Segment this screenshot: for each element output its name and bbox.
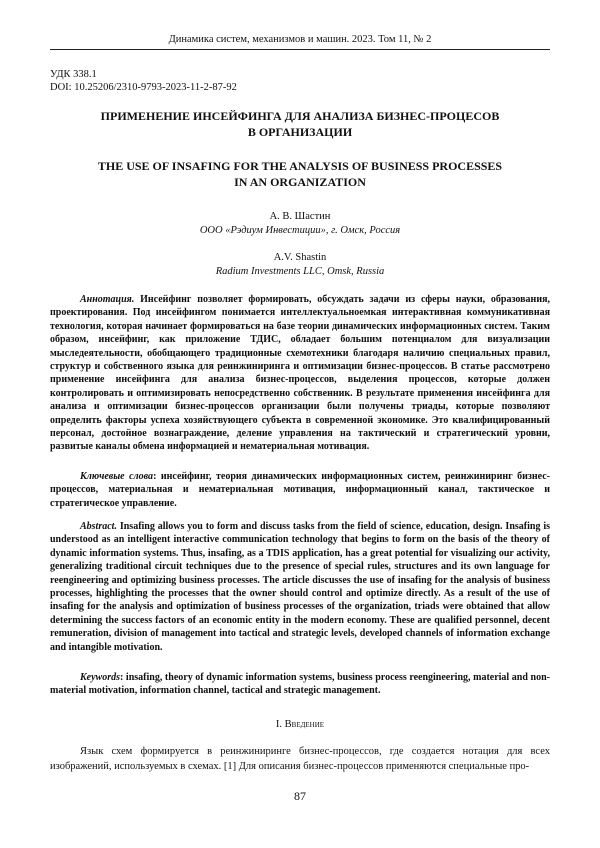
keywords-en-label: Keywords (80, 672, 120, 683)
keywords-russian (50, 470, 550, 510)
abstract-english (50, 520, 550, 654)
author-en-affiliation: Radium Investments LLC, Omsk, Russia (215, 266, 385, 277)
keywords-ru-label: Ключевые слова (80, 471, 154, 482)
page-number: 87 (294, 789, 306, 803)
section-title: Введение (284, 719, 325, 730)
author-en-name: A.V. Shastin (273, 252, 327, 263)
author-english (50, 251, 550, 279)
udk-code: УДК 338.1 (50, 69, 97, 80)
abstract-en-label: Abstract. (80, 521, 117, 532)
doi: DOI: 10.25206/2310-9793-2023-11-2-87-92 (50, 82, 237, 93)
journal-header: Динамика систем, механизмов и машин. 2023. Том 11, № 2 (50, 34, 550, 50)
keywords-en-text: : insafing, theory of dynamic information systems, business process reengineering, material and non-material motivation, information channel, tactical and strategic management. (50, 672, 550, 697)
section-heading (50, 719, 550, 730)
title-english (50, 158, 550, 190)
body-paragraph: Язык схем формируется в реинжиниринге бизнес-процессов, где создается нотация для всех изображений, используемых в схемах. [1] Для описания бизнес-процессов применяются специальные про- (50, 746, 550, 772)
author-russian (50, 210, 550, 238)
section-numeral: I. (275, 719, 283, 730)
author-ru-affiliation: ООО «Рэдиум Инвестиции», г. Омск, Россия (199, 225, 401, 236)
annotation-ru-text: Инсейфинг позволяет формировать, обсуждать задачи из сферы науки, образования, проектирования. Под инсейфингом понимается интеллектуальноемкая интерактивная коммуникативная технология, которая начинает формироваться на базе теории динамических информационных систем. Таким образом, инсейфинг, как приложение ТДИС, обладает большим потенциалом для визуализации мыследеятельности, обобщающего традиционные схемотехники благодаря наличию специальных правил, структур и собственного языка для реинжиниринга и оптимизации бизнес-процессов. В статье рассмотрено применение инсейфинга для анализа бизнес-процессов, выделения процессов, которые должен контролировать и оптимизировать непосредственно собственник. В результате применения инсейфинга для анализа и оптимизации бизнес-процессов организации были получены триады, которые позволяют определить факторы успеха хозяйствующего субъекта в современной экономике. Это квалифицированный персонал, достойное вознаграждение, деление управления на тактический и стратегический уровни, развитые каналы обмена информацией и нематериальная мотивация. (50, 294, 550, 453)
keywords-ru-text: : инсейфинг, теория динамических информационных систем, реинжиниринг бизнес-процессов, материальная и нематериальная мотивация, информационный канал, тактическое и стратегическое управление. (50, 471, 550, 509)
article-identifiers (50, 68, 237, 94)
title-en-line1: THE USE OF INSAFING FOR THE ANALYSIS OF BUSINESS PROCESSES (97, 159, 503, 173)
title-en-line2: IN AN ORGANIZATION (234, 175, 366, 189)
keywords-english (50, 671, 550, 698)
annotation-ru-label: Аннотация. (80, 294, 135, 305)
author-ru-name: А. В. Шастин (269, 211, 331, 222)
abstract-en-text: Insafing allows you to form and discuss tasks from the field of science, education, design. Insafing is understood as an intelligent interactive communication technology that begins to form on the basis of the theory of dynamic information systems. Thus, insafing, as a TDIS application, has a great potential for visualizing our activity, generalizing traditional circuit techniques due to the presence of special rules, structures and its own language for reengineering and optimizing business processes. The article discusses the use of insafing for the analysis of business processes, highlighting the processes that the owner should control and optimize directly. As a result of the use of insafing for the analysis and optimization of business processes of the organization, triads were obtained that allow determining the success factors of an economic entity in the modern economy. These are qualified personnel, decent remuneration, division of management into tactical and strategic levels, developed channels of information exchange and intangible motivation. (50, 521, 550, 653)
title-ru-line1: ПРИМЕНЕНИЕ ИНСЕЙФИНГА ДЛЯ АНАЛИЗА БИЗНЕС-ПРОЦЕСОВ (100, 109, 500, 123)
title-russian (50, 108, 550, 140)
title-ru-line2: В ОРГАНИЗАЦИИ (247, 125, 353, 139)
annotation-russian (50, 293, 550, 454)
